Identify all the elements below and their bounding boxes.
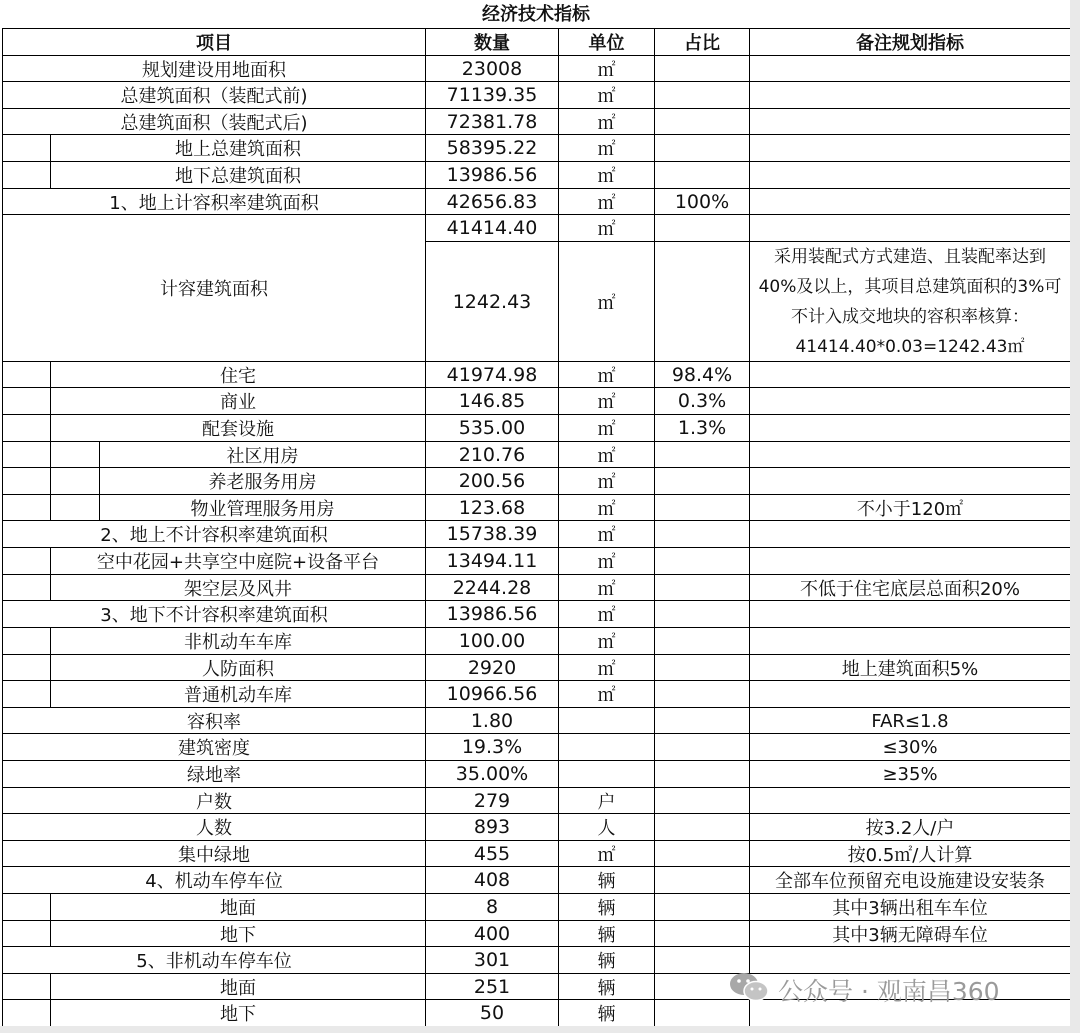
table-row-unit: 户 — [558, 787, 655, 815]
table-row-qty: 58395.22 — [425, 134, 559, 162]
table-row-unit: ㎡ — [558, 414, 655, 442]
header-ratio: 占比 — [654, 28, 750, 56]
table-row-qty: 8 — [425, 893, 559, 921]
table-row-item: 物业管理服务用房 — [99, 494, 426, 522]
table-row-unit: 辆 — [558, 866, 655, 894]
table-row-note: 其中3辆无障碍车位 — [749, 920, 1071, 948]
table-row-unit — [558, 733, 655, 761]
table-row-qty: 408 — [425, 866, 559, 894]
table-row-note — [749, 547, 1071, 575]
table-row-note — [749, 387, 1071, 415]
indent-spacer — [2, 414, 51, 442]
table-row-unit: 辆 — [558, 999, 655, 1027]
table-row-unit: ㎡ — [558, 55, 655, 83]
table-row-ratio: 98.4% — [654, 361, 750, 389]
table-row-note — [749, 441, 1071, 469]
table-row-ratio — [654, 680, 750, 708]
watermark — [728, 970, 1058, 1010]
table-row-qty: 1242.43 — [425, 241, 559, 362]
table-row-qty: 71139.35 — [425, 81, 559, 109]
table-row-ratio — [654, 55, 750, 83]
table-row-ratio — [654, 893, 750, 921]
table-row-ratio — [654, 134, 750, 162]
header-unit: 单位 — [558, 28, 655, 56]
table-row-unit: ㎡ — [558, 680, 655, 708]
table-row-qty: 13494.11 — [425, 547, 559, 575]
table-row-unit: ㎡ — [558, 467, 655, 495]
indent-spacer — [2, 467, 51, 495]
table-row-item: 3、地下不计容积率建筑面积 — [2, 600, 426, 628]
table-row-unit: ㎡ — [558, 441, 655, 469]
table-row-note: 其中3辆出租车车位 — [749, 893, 1071, 921]
indent-spacer — [2, 161, 51, 189]
table-row-note — [749, 627, 1071, 655]
table-row-unit — [558, 760, 655, 788]
indent-spacer — [2, 494, 51, 522]
table-row-qty: 41414.40 — [425, 214, 559, 242]
table-row-item: 地下 — [50, 999, 426, 1027]
table-row-qty: 123.68 — [425, 494, 559, 522]
table-row-ratio — [654, 214, 750, 242]
table-row-item: 集中绿地 — [2, 840, 426, 868]
table-row-item: 1、地上计容积率建筑面积 — [2, 188, 426, 216]
table-row-item: 4、机动车停车位 — [2, 866, 426, 894]
indent-spacer — [2, 920, 51, 948]
table-row-qty: 50 — [425, 999, 559, 1027]
window-edge — [1070, 0, 1080, 1033]
table-row-qty: 535.00 — [425, 414, 559, 442]
table-row-item: 配套设施 — [50, 414, 426, 442]
table-row-qty: 35.00% — [425, 760, 559, 788]
table-row-unit: 辆 — [558, 946, 655, 974]
header-item: 项目 — [2, 28, 426, 56]
table-row-unit: ㎡ — [558, 574, 655, 602]
table-row-item: 人防面积 — [50, 654, 426, 682]
indent-spacer — [2, 627, 51, 655]
table-row-note: 不小于120㎡ — [749, 494, 1071, 522]
watermark-text: 公众号 · 观南昌360 — [778, 977, 1000, 1006]
table-row-unit: 辆 — [558, 893, 655, 921]
table-row-ratio: 0.3% — [654, 387, 750, 415]
table-row-item: 人数 — [2, 813, 426, 841]
table-row-note: 按3.2人/户 — [749, 813, 1071, 841]
table-row-qty: 10966.56 — [425, 680, 559, 708]
indent-spacer — [2, 574, 51, 602]
table-row-ratio — [654, 840, 750, 868]
table-row-ratio — [654, 600, 750, 628]
table-row-ratio — [654, 627, 750, 655]
table-row-note — [749, 134, 1071, 162]
table-row-note — [749, 81, 1071, 109]
table-row-note: 采用装配式方式建造、且装配率达到40%及以上，其项目总建筑面积的3%可不计入成交地块的容积率核算：41414.40*0.03=1242.43㎡ — [749, 241, 1071, 362]
header-qty: 数量 — [425, 28, 559, 56]
table-row-item: 普通机动车库 — [50, 680, 426, 708]
table-row-qty: 455 — [425, 840, 559, 868]
indicator-table — [2, 0, 1070, 1026]
table-row-item: 规划建设用地面积 — [2, 55, 426, 83]
table-row-ratio — [654, 161, 750, 189]
indent-spacer — [2, 999, 51, 1027]
table-row-qty: 2920 — [425, 654, 559, 682]
table-row-ratio — [654, 787, 750, 815]
indent-spacer — [50, 494, 100, 522]
table-row-ratio — [654, 494, 750, 522]
table-row-note: ≤30% — [749, 733, 1071, 761]
table-row-item: 架空层及风井 — [50, 574, 426, 602]
table-row-ratio — [654, 733, 750, 761]
table-row-ratio — [654, 920, 750, 948]
table-row-qty: 1.80 — [425, 707, 559, 735]
table-row-unit: ㎡ — [558, 134, 655, 162]
table-row-item: 地面 — [50, 893, 426, 921]
table-row-note: 全部车位预留充电设施建设安装条 — [749, 866, 1071, 894]
table-row-qty: 19.3% — [425, 733, 559, 761]
table-row-qty: 13986.56 — [425, 161, 559, 189]
table-row-ratio — [654, 654, 750, 682]
table-row-qty: 251 — [425, 973, 559, 1001]
table-row-note — [749, 680, 1071, 708]
table-row-item: 地上总建筑面积 — [50, 134, 426, 162]
table-row-unit: ㎡ — [558, 108, 655, 136]
indent-spacer — [2, 361, 51, 389]
table-row-ratio — [654, 760, 750, 788]
table-row-qty: 13986.56 — [425, 600, 559, 628]
table-row-ratio — [654, 520, 750, 548]
table-row-unit: ㎡ — [558, 494, 655, 522]
table-row-unit: ㎡ — [558, 627, 655, 655]
header-note: 备注规划指标 — [749, 28, 1071, 56]
table-row-unit: 辆 — [558, 920, 655, 948]
table-row-item: 2、地上不计容积率建筑面积 — [2, 520, 426, 548]
table-row-item: 总建筑面积（装配式后) — [2, 108, 426, 136]
table-row-qty: 210.76 — [425, 441, 559, 469]
indent-spacer — [2, 441, 51, 469]
table-row-ratio — [654, 707, 750, 735]
table-row-note: 按0.5㎡/人计算 — [749, 840, 1071, 868]
indent-spacer — [50, 467, 100, 495]
indent-spacer — [2, 973, 51, 1001]
table-row-note — [749, 467, 1071, 495]
table-row-unit: ㎡ — [558, 600, 655, 628]
table-row-unit: ㎡ — [558, 241, 655, 362]
table-row-note — [749, 600, 1071, 628]
table-row-item: 地下总建筑面积 — [50, 161, 426, 189]
table-row-item: 5、非机动车停车位 — [2, 946, 426, 974]
table-row-qty: 301 — [425, 946, 559, 974]
table-row-unit: ㎡ — [558, 547, 655, 575]
table-row-note — [749, 414, 1071, 442]
table-row-item: 空中花园+共享空中庭院+设备平台 — [50, 547, 426, 575]
table-row-note — [749, 55, 1071, 83]
table-title: 经济技术指标 — [2, 0, 1070, 29]
table-row-unit: ㎡ — [558, 81, 655, 109]
window-edge-bottom — [0, 1026, 1080, 1033]
table-row-unit: 人 — [558, 813, 655, 841]
table-row-note — [749, 520, 1071, 548]
indent-spacer — [2, 654, 51, 682]
table-row-ratio — [654, 866, 750, 894]
table-row-unit: ㎡ — [558, 654, 655, 682]
table-row-item: 社区用房 — [99, 441, 426, 469]
table-row-ratio — [654, 574, 750, 602]
table-row-qty: 100.00 — [425, 627, 559, 655]
indent-spacer — [2, 680, 51, 708]
table-row-note — [749, 214, 1071, 242]
table-row-note: 地上建筑面积5% — [749, 654, 1071, 682]
spreadsheet — [2, 0, 1070, 1026]
table-row-unit: ㎡ — [558, 361, 655, 389]
table-row-qty: 400 — [425, 920, 559, 948]
table-row-unit: ㎡ — [558, 188, 655, 216]
indent-spacer — [2, 893, 51, 921]
table-row-qty: 15738.39 — [425, 520, 559, 548]
table-row-note: ≥35% — [749, 760, 1071, 788]
table-row-item: 非机动车车库 — [50, 627, 426, 655]
table-row-qty: 72381.78 — [425, 108, 559, 136]
table-row-note — [749, 361, 1071, 389]
table-row-unit: ㎡ — [558, 520, 655, 548]
table-row-qty: 279 — [425, 787, 559, 815]
table-row-item: 建筑密度 — [2, 733, 426, 761]
table-row-note — [749, 787, 1071, 815]
table-row-qty: 893 — [425, 813, 559, 841]
table-row-item: 住宅 — [50, 361, 426, 389]
table-row-qty: 42656.83 — [425, 188, 559, 216]
table-row-qty: 200.56 — [425, 467, 559, 495]
table-row-qty: 146.85 — [425, 387, 559, 415]
table-row-unit: ㎡ — [558, 161, 655, 189]
table-row-ratio — [654, 81, 750, 109]
table-row-ratio: 100% — [654, 188, 750, 216]
table-row-ratio — [654, 813, 750, 841]
table-row-ratio — [654, 547, 750, 575]
table-row-item: 商业 — [50, 387, 426, 415]
table-row-item: 计容建筑面积 — [2, 214, 426, 362]
table-row-item: 地下 — [50, 920, 426, 948]
table-row-unit — [558, 707, 655, 735]
indent-spacer — [2, 387, 51, 415]
table-row-qty: 2244.28 — [425, 574, 559, 602]
table-row-ratio — [654, 467, 750, 495]
table-row-ratio — [654, 241, 750, 362]
table-row-qty: 41974.98 — [425, 361, 559, 389]
table-row-ratio — [654, 108, 750, 136]
table-row-note — [749, 188, 1071, 216]
table-row-unit: ㎡ — [558, 387, 655, 415]
table-row-item: 容积率 — [2, 707, 426, 735]
wechat-icon — [728, 970, 770, 1010]
table-row-item: 绿地率 — [2, 760, 426, 788]
indent-spacer — [50, 441, 100, 469]
table-row-item: 地面 — [50, 973, 426, 1001]
table-row-ratio: 1.3% — [654, 414, 750, 442]
table-row-unit: 辆 — [558, 973, 655, 1001]
table-row-unit: ㎡ — [558, 214, 655, 242]
table-row-note: 不低于住宅底层总面积20% — [749, 574, 1071, 602]
table-row-note — [749, 108, 1071, 136]
table-row-qty: 23008 — [425, 55, 559, 83]
table-row-item: 养老服务用房 — [99, 467, 426, 495]
indent-spacer — [2, 547, 51, 575]
table-row-note — [749, 161, 1071, 189]
table-row-ratio — [654, 441, 750, 469]
table-row-item: 户数 — [2, 787, 426, 815]
table-row-note: FAR≤1.8 — [749, 707, 1071, 735]
indent-spacer — [2, 134, 51, 162]
table-row-unit: ㎡ — [558, 840, 655, 868]
table-row-item: 总建筑面积（装配式前) — [2, 81, 426, 109]
